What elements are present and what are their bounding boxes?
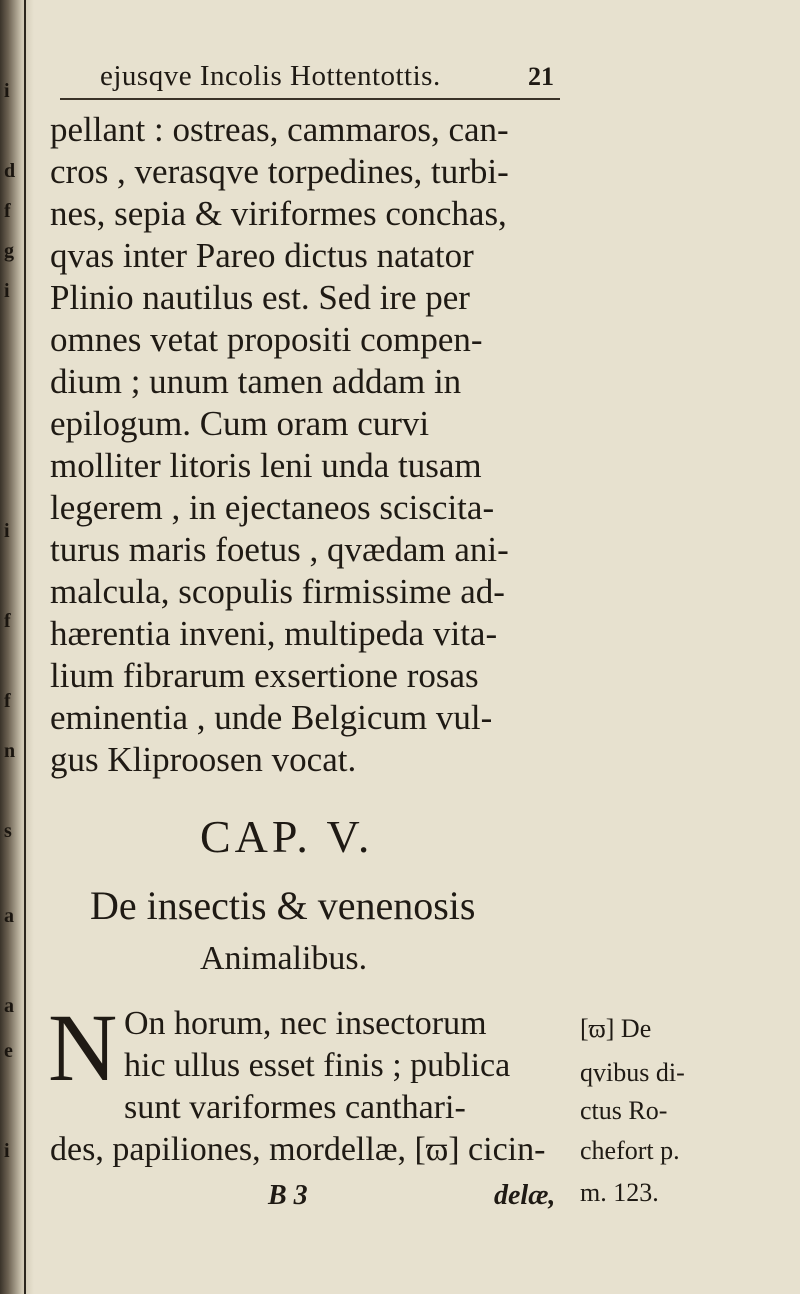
catchword: delæ, — [494, 1180, 556, 1211]
signature-mark: B 3 — [268, 1180, 308, 1211]
text-line: gus Kliproosen vocat. — [50, 740, 357, 779]
text-line: molliter litoris leni unda tusam — [50, 446, 482, 485]
text-line: des, papiliones, mordellæ, [ϖ] cicin- — [50, 1131, 546, 1168]
chapter-heading: CAP. V. — [200, 811, 374, 862]
text-line: cros , verasqve torpedines, turbi- — [50, 152, 509, 191]
margin-note-line: [ϖ] De — [580, 1014, 652, 1043]
text-line: hic ullus esset finis ; publica — [124, 1047, 511, 1084]
running-head: ejusqve Incolis Hottentottis. — [100, 60, 441, 92]
text-line: dium ; unum tamen addam in — [50, 362, 462, 401]
text-line: On horum, nec insectorum — [124, 1005, 487, 1042]
drop-cap: N — [48, 994, 118, 1101]
section-title: De insectis & venenosis — [90, 883, 476, 928]
text-line: sunt variformes canthari- — [124, 1089, 466, 1126]
edge-char: f — [4, 690, 11, 712]
edge-char: i — [4, 1140, 10, 1162]
edge-char: a — [4, 995, 14, 1017]
margin-note-line: m. 123. — [580, 1178, 659, 1207]
text-line: epilogum. Cum oram curvi — [50, 404, 430, 443]
book-gutter — [0, 0, 34, 1294]
section-subtitle: Animalibus. — [200, 940, 368, 977]
text-line: nes, sepia & viriformes conchas, — [50, 194, 507, 233]
edge-char: g — [4, 240, 14, 262]
binding-edge — [24, 0, 26, 1294]
edge-char: i — [4, 280, 10, 302]
edge-char: a — [4, 905, 14, 927]
text-line: omnes vetat propositi compen- — [50, 320, 483, 359]
page-number: 21 — [528, 62, 554, 91]
text-line: hærentia inveni, multipeda vita- — [50, 614, 498, 653]
header-rule — [60, 98, 560, 100]
edge-char: e — [4, 1040, 13, 1062]
text-line: legerem , in ejectaneos sciscita- — [50, 488, 495, 527]
edge-char: f — [4, 200, 11, 222]
text-line: malcula, scopulis firmissime ad- — [50, 572, 505, 611]
margin-note-line: chefort p. — [580, 1136, 680, 1165]
text-line: eminentia , unde Belgicum vul- — [50, 698, 493, 737]
edge-char: i — [4, 520, 10, 542]
edge-char: s — [4, 820, 12, 842]
margin-note-line: qvibus di- — [580, 1058, 685, 1087]
edge-char: i — [4, 80, 10, 102]
text-line: Plinio nautilus est. Sed ire per — [50, 278, 470, 317]
text-line: lium fibrarum exsertione rosas — [50, 656, 479, 695]
edge-char: f — [4, 610, 11, 632]
edge-char: n — [4, 740, 16, 762]
text-line: pellant : ostreas, cammaros, can- — [50, 110, 509, 149]
edge-char: d — [4, 160, 16, 182]
margin-note-line: ctus Ro- — [580, 1096, 668, 1125]
text-line: qvas inter Pareo dictus natator — [50, 236, 474, 275]
text-line: turus maris foetus , qvædam ani- — [50, 530, 509, 569]
